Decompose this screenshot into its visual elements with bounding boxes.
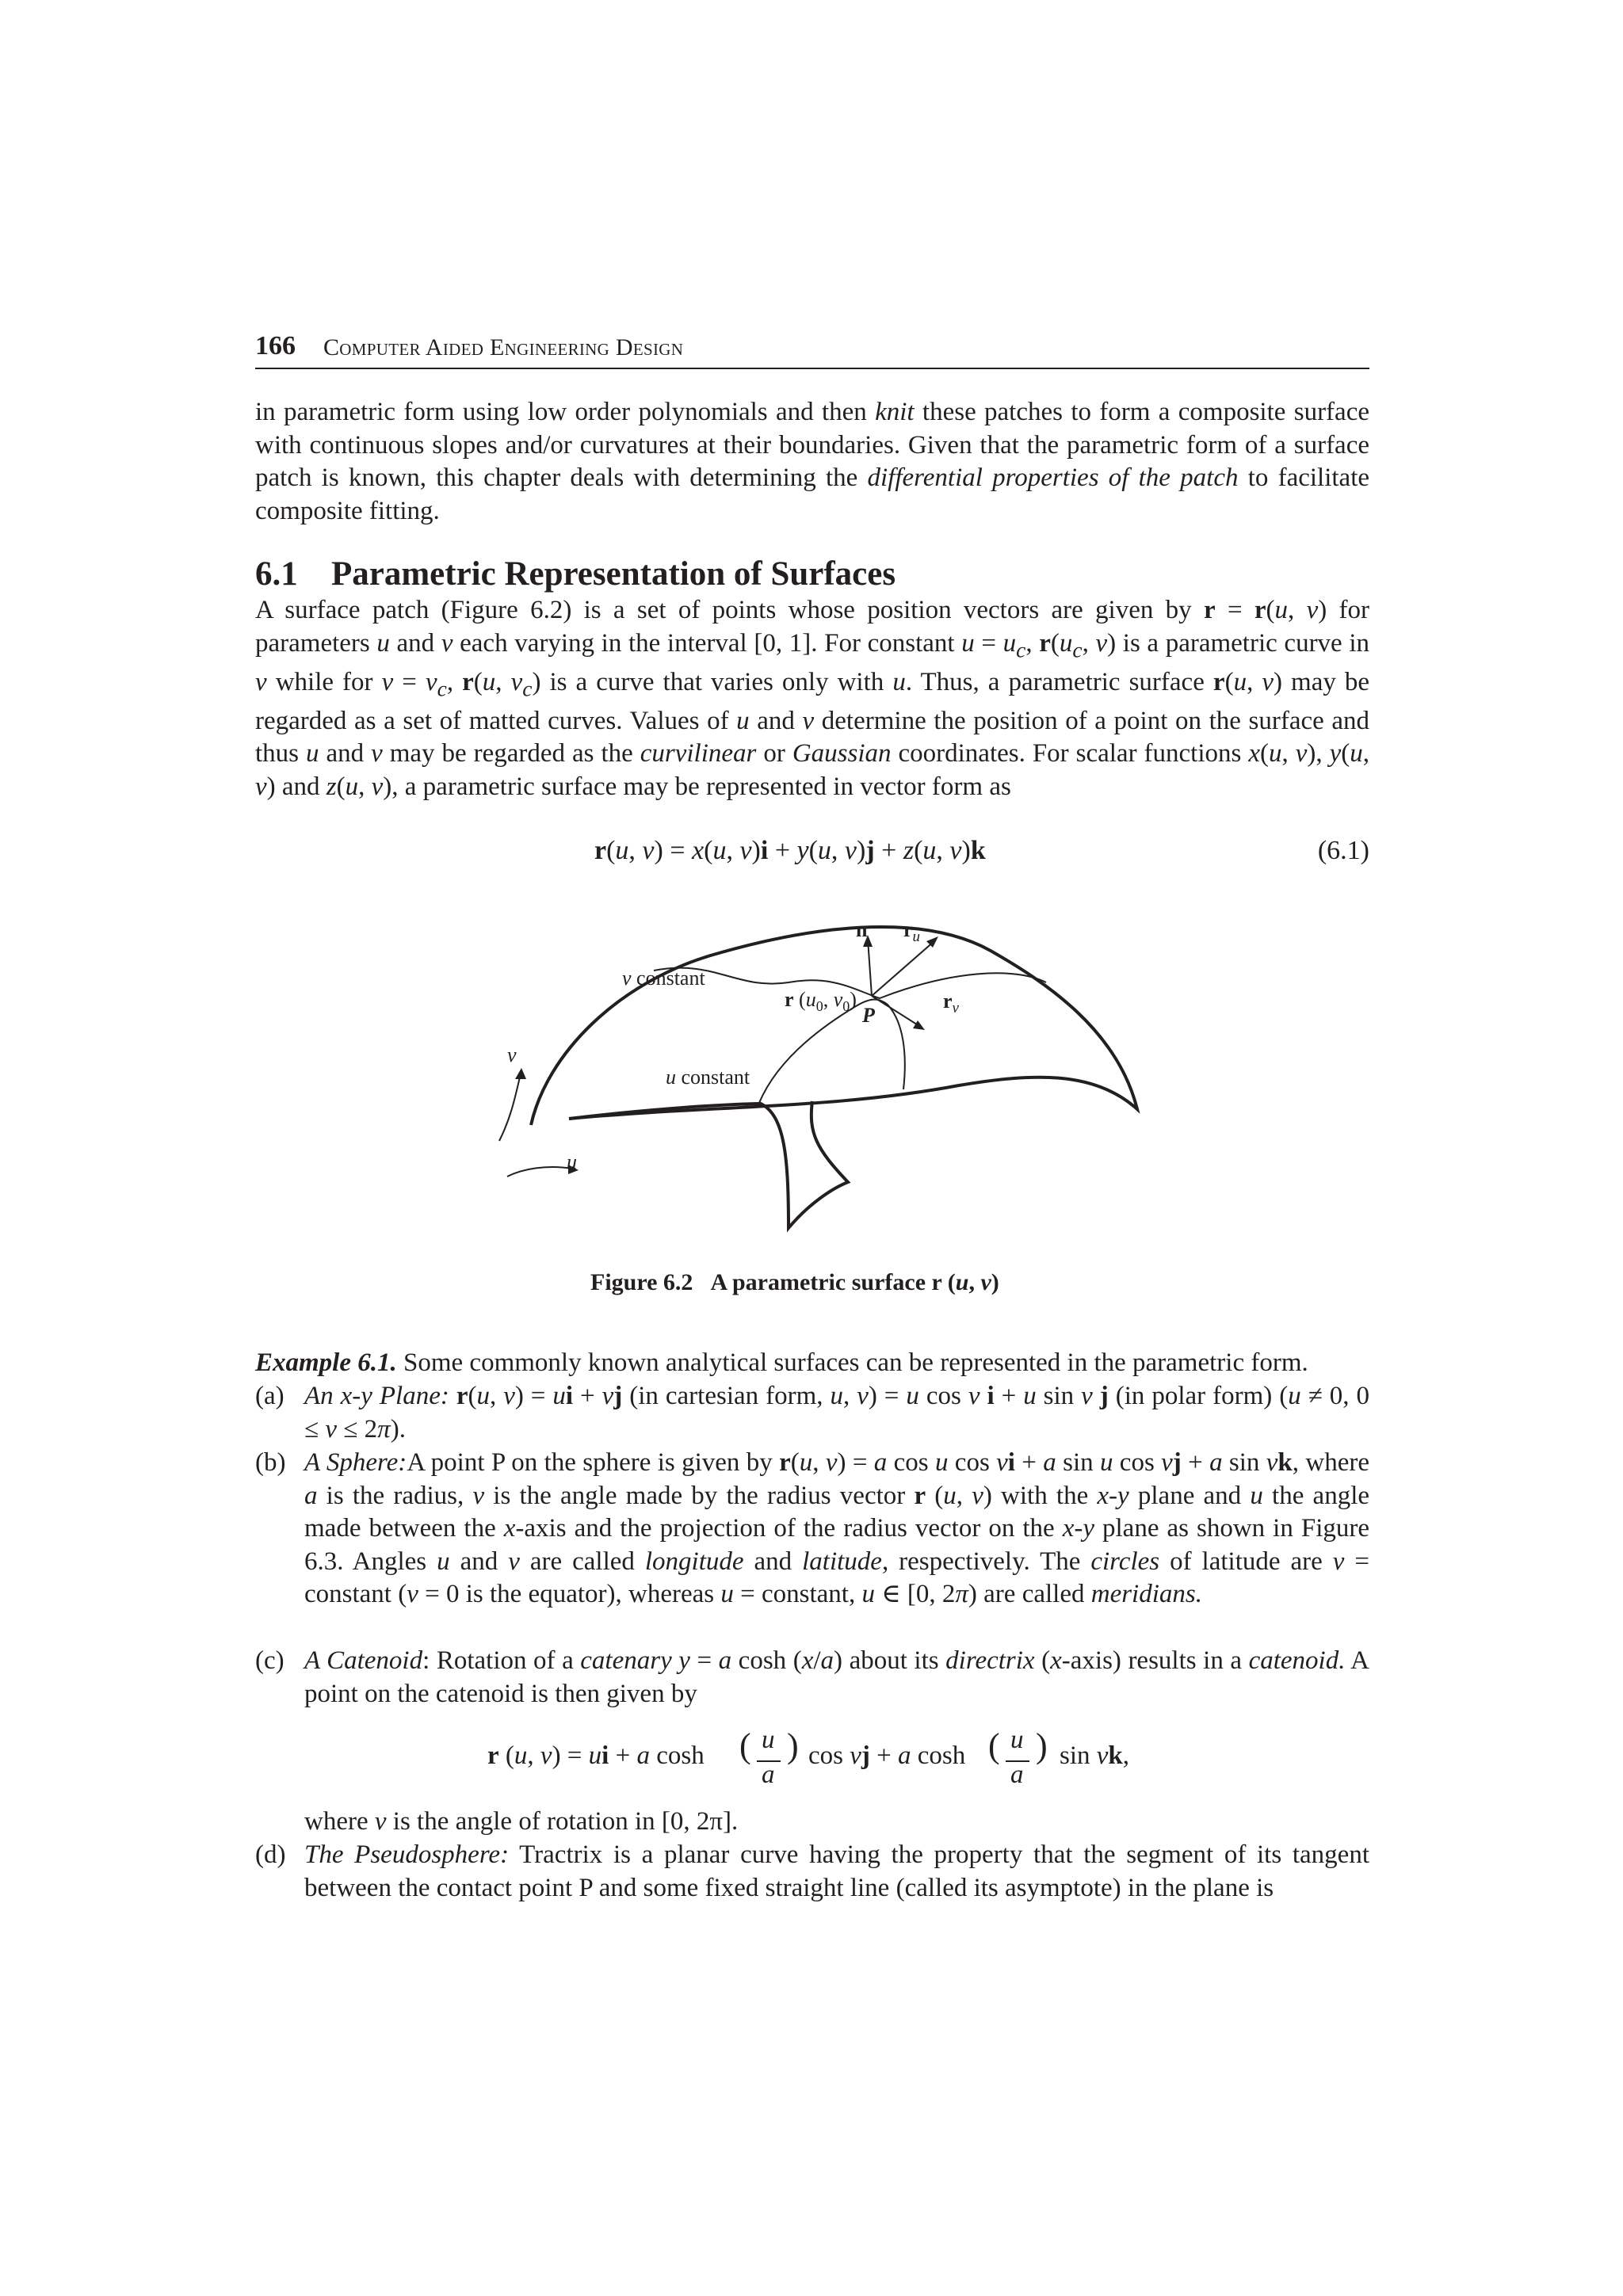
frac-den-1: a: [762, 1760, 775, 1789]
section-number: 6.1: [255, 555, 298, 593]
u-constant-curve: [759, 1000, 905, 1104]
surface-front-edge: [569, 1101, 848, 1228]
book-title: Computer Aided Engineering Design: [323, 334, 684, 360]
u-arrow: [507, 1167, 572, 1177]
catenoid-equation: [487, 1726, 1201, 1789]
label-u-axis: u: [567, 1150, 577, 1173]
frac-den-2: a: [1010, 1760, 1024, 1789]
item-label-a: (a): [255, 1382, 285, 1410]
catenoid-note-text: where v is the angle of rotation in [0, 2π].: [304, 1807, 739, 1836]
example-heading: Example 6.1.: [255, 1348, 397, 1377]
paren-left-2: (: [988, 1726, 1000, 1765]
surface-boundary: [531, 927, 1137, 1125]
section-title: Parametric Representation of Surfaces: [331, 555, 896, 593]
normal-vector: [868, 939, 872, 996]
frac-num-2: u: [1010, 1726, 1024, 1754]
ru-vector: [872, 940, 935, 996]
label-ru: $r_u$: [903, 918, 921, 945]
paren-right-2: ): [1036, 1726, 1048, 1765]
example-intro: [255, 1347, 1369, 1380]
item-label-d: (d): [255, 1840, 286, 1869]
item-label-b: (b): [255, 1448, 286, 1477]
example-intro-text: Some commonly known analytical surfaces can be represented in the parametric form.: [403, 1348, 1308, 1377]
item-label-c: (c): [255, 1646, 285, 1675]
v-arrowhead: [515, 1068, 526, 1079]
item-text-d: The Pseudosphere: Tractrix is a planar curve having the property that the segment of its tangent between the contact point P and some fixed straight line (called its asymptote) in the plane is: [304, 1840, 1370, 1902]
label-v-constant: v constant: [622, 967, 705, 990]
intro-paragraph: in parametric form using low order polynomials and then knit these patches to form a composite surface with continuous slopes and/or curvatures at their boundaries. Given that the parametric form of a surface patch is known, this chapter deals with determining the differential properties of the patch to facilitate composite fitting.: [255, 398, 1370, 525]
label-n: n: [856, 918, 868, 941]
v-arrow: [499, 1074, 521, 1141]
paren-right-1: ): [787, 1726, 799, 1765]
item-text-c: A Catenoid: Rotation of a catenary y = a cosh (x/a) about its directrix (x-axis) results in a catenoid. A point on the catenoid is then given by: [304, 1646, 1370, 1708]
catenoid-tail: sin vk,: [1060, 1741, 1130, 1770]
section-heading: [255, 555, 896, 593]
item-text-b: A Sphere:A point P on the sphere is given by r(u, v) = a cos u cos vi + a sin u cos vj + a sin vk, where a is the radius, v is the angle made by the radius vector r (u, v) with the x-y plane and u the angle made between the x-axis and the projection of the radius vector on the x-y plane as shown in Figure 6.3. Angles u and v are called longitude and latitude, respectively. The circles of latitude are v = constant (v = 0 is the equator), whereas u = constant, u ∈ [0, 2π) are called meridians.: [304, 1448, 1370, 1608]
label-r-u0-v0: r ($u_0$, $v_0$): [785, 988, 857, 1014]
rv-vector: [872, 996, 919, 1026]
paren-left-1: (: [739, 1726, 751, 1765]
figure-caption: [590, 1269, 999, 1296]
figure-parametric-surface: [475, 895, 1157, 1276]
label-point-p: P: [862, 1004, 875, 1027]
catenoid-mid: cos vj + a cosh: [808, 1741, 966, 1770]
surface-diagram: [475, 895, 1157, 1276]
figure-caption-label: Figure 6.2: [590, 1269, 693, 1295]
frac-num-1: u: [762, 1726, 775, 1754]
catenoid-lhs: r (u, v) = ui + a cosh: [487, 1741, 705, 1770]
equation-number: (6.1): [1317, 836, 1369, 865]
equation-6-1: r(u, v) = x(u, v)i + y(u, v)j + z(u, v)k: [594, 836, 986, 865]
running-head: [255, 331, 1369, 369]
item-text-a: An x-y Plane: r(u, v) = ui + vj (in cartesian form, u, v) = u cos v i + u sin v j (in polar form) (u ≠ 0, 0 ≤ v ≤ 2π).: [304, 1382, 1370, 1444]
page-number: 166: [255, 331, 296, 360]
label-rv: $r_v$: [943, 990, 959, 1016]
figure-caption-text: A parametric surface r (u, v): [710, 1269, 999, 1295]
label-v-axis: v: [507, 1043, 517, 1066]
section-paragraph: A surface patch (Figure 6.2) is a set of points whose position vectors are given by r = r(u, v) for parameters u and v each varying in the interval [0, 1]. For constant $u = u_c$, $r(u_c$, v) is a parametric curve in v while for $v = v_c$, r(u, $v_c$) is a curve that varies only with u. Thus, a parametric surface r(u, v) may be regarded as a set of matted curves. Values of u and v determine the position of a point on the surface and thus u and v may be regarded as the curvilinear or Gaussian coordinates. For scalar functions x(u, v), y(u, v) and z(u, v), a parametric surface may be represented in vector form as: [255, 596, 1370, 801]
label-u-constant: u constant: [666, 1066, 750, 1089]
rv-arrowhead: [913, 1020, 925, 1030]
